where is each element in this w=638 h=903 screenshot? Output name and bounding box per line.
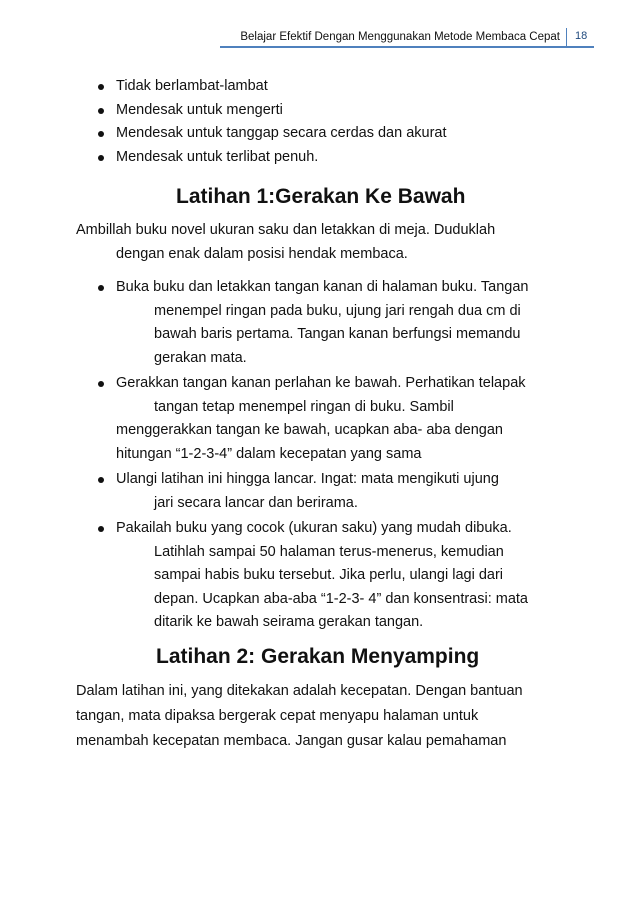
page-content (76, 75, 576, 764)
section-heading-latihan-1: Latihan 1:Gerakan Ke Bawah (176, 185, 466, 208)
list-item: Mendesak untuk tanggap secara cerdas dan akurat (76, 122, 576, 146)
intro-bullet-list (76, 75, 576, 169)
section-heading-latihan-2: Latihan 2: Gerakan Menyamping (156, 644, 480, 668)
list-item: Pakailah buku yang cocok (ukuran saku) yang mudah dibuka. Latihlah sampai 50 halaman terus-menerus, kemudian sampai habis buku tersebut. Jika perlu, ulangi lagi dari depan. Ucapkan aba-aba “1-2-3- 4” dan konsentrasi: mata ditarik ke bawah seirama gerakan tangan. (76, 517, 576, 635)
list-item: Buka buku dan letakkan tangan kanan di halaman buku. Tangan menempel ringan pada buku, ujung jari rengah dua cm di bawah baris pertama. Tangan kanan berfungsi memandu gerakan mata. (76, 276, 576, 370)
page-number: 18 (566, 28, 605, 46)
page-header (0, 28, 638, 50)
latihan-1-step-list (76, 276, 576, 635)
latihan-2-paragraph: Dalam latihan ini, yang ditekakan adalah kecepatan. Dengan bantuan tangan, mata dipaksa bergerak cepat menyapu halaman untuk menambah kecepatan membaca. Jangan gusar kalau pemahaman (76, 682, 523, 749)
list-item: Mendesak untuk mengerti (76, 99, 576, 123)
list-item: Gerakkan tangan kanan perlahan ke bawah. Perhatikan telapak tangan tetap menempel ringan di buku. Sambil menggerakkan tangan ke bawah, ucapkan aba- aba dengan hitungan “1-2-3-4” dalam kecepatan yang sama (76, 372, 576, 466)
list-item: Mendesak untuk terlibat penuh. (76, 146, 576, 170)
list-item: Tidak berlambat-lambat (76, 75, 576, 99)
header-rule (220, 46, 594, 48)
header-title: Belajar Efektif Dengan Menggunakan Metode Membaca Cepat (240, 31, 560, 43)
list-item: Ulangi latihan ini hingga lancar. Ingat: mata mengikuti ujung jari secara lancar dan berirama. (76, 468, 576, 515)
latihan-1-intro-paragraph: Ambillah buku novel ukuran saku dan letakkan di meja. Duduklah dengan enak dalam posisi hendak membaca. (76, 222, 496, 262)
